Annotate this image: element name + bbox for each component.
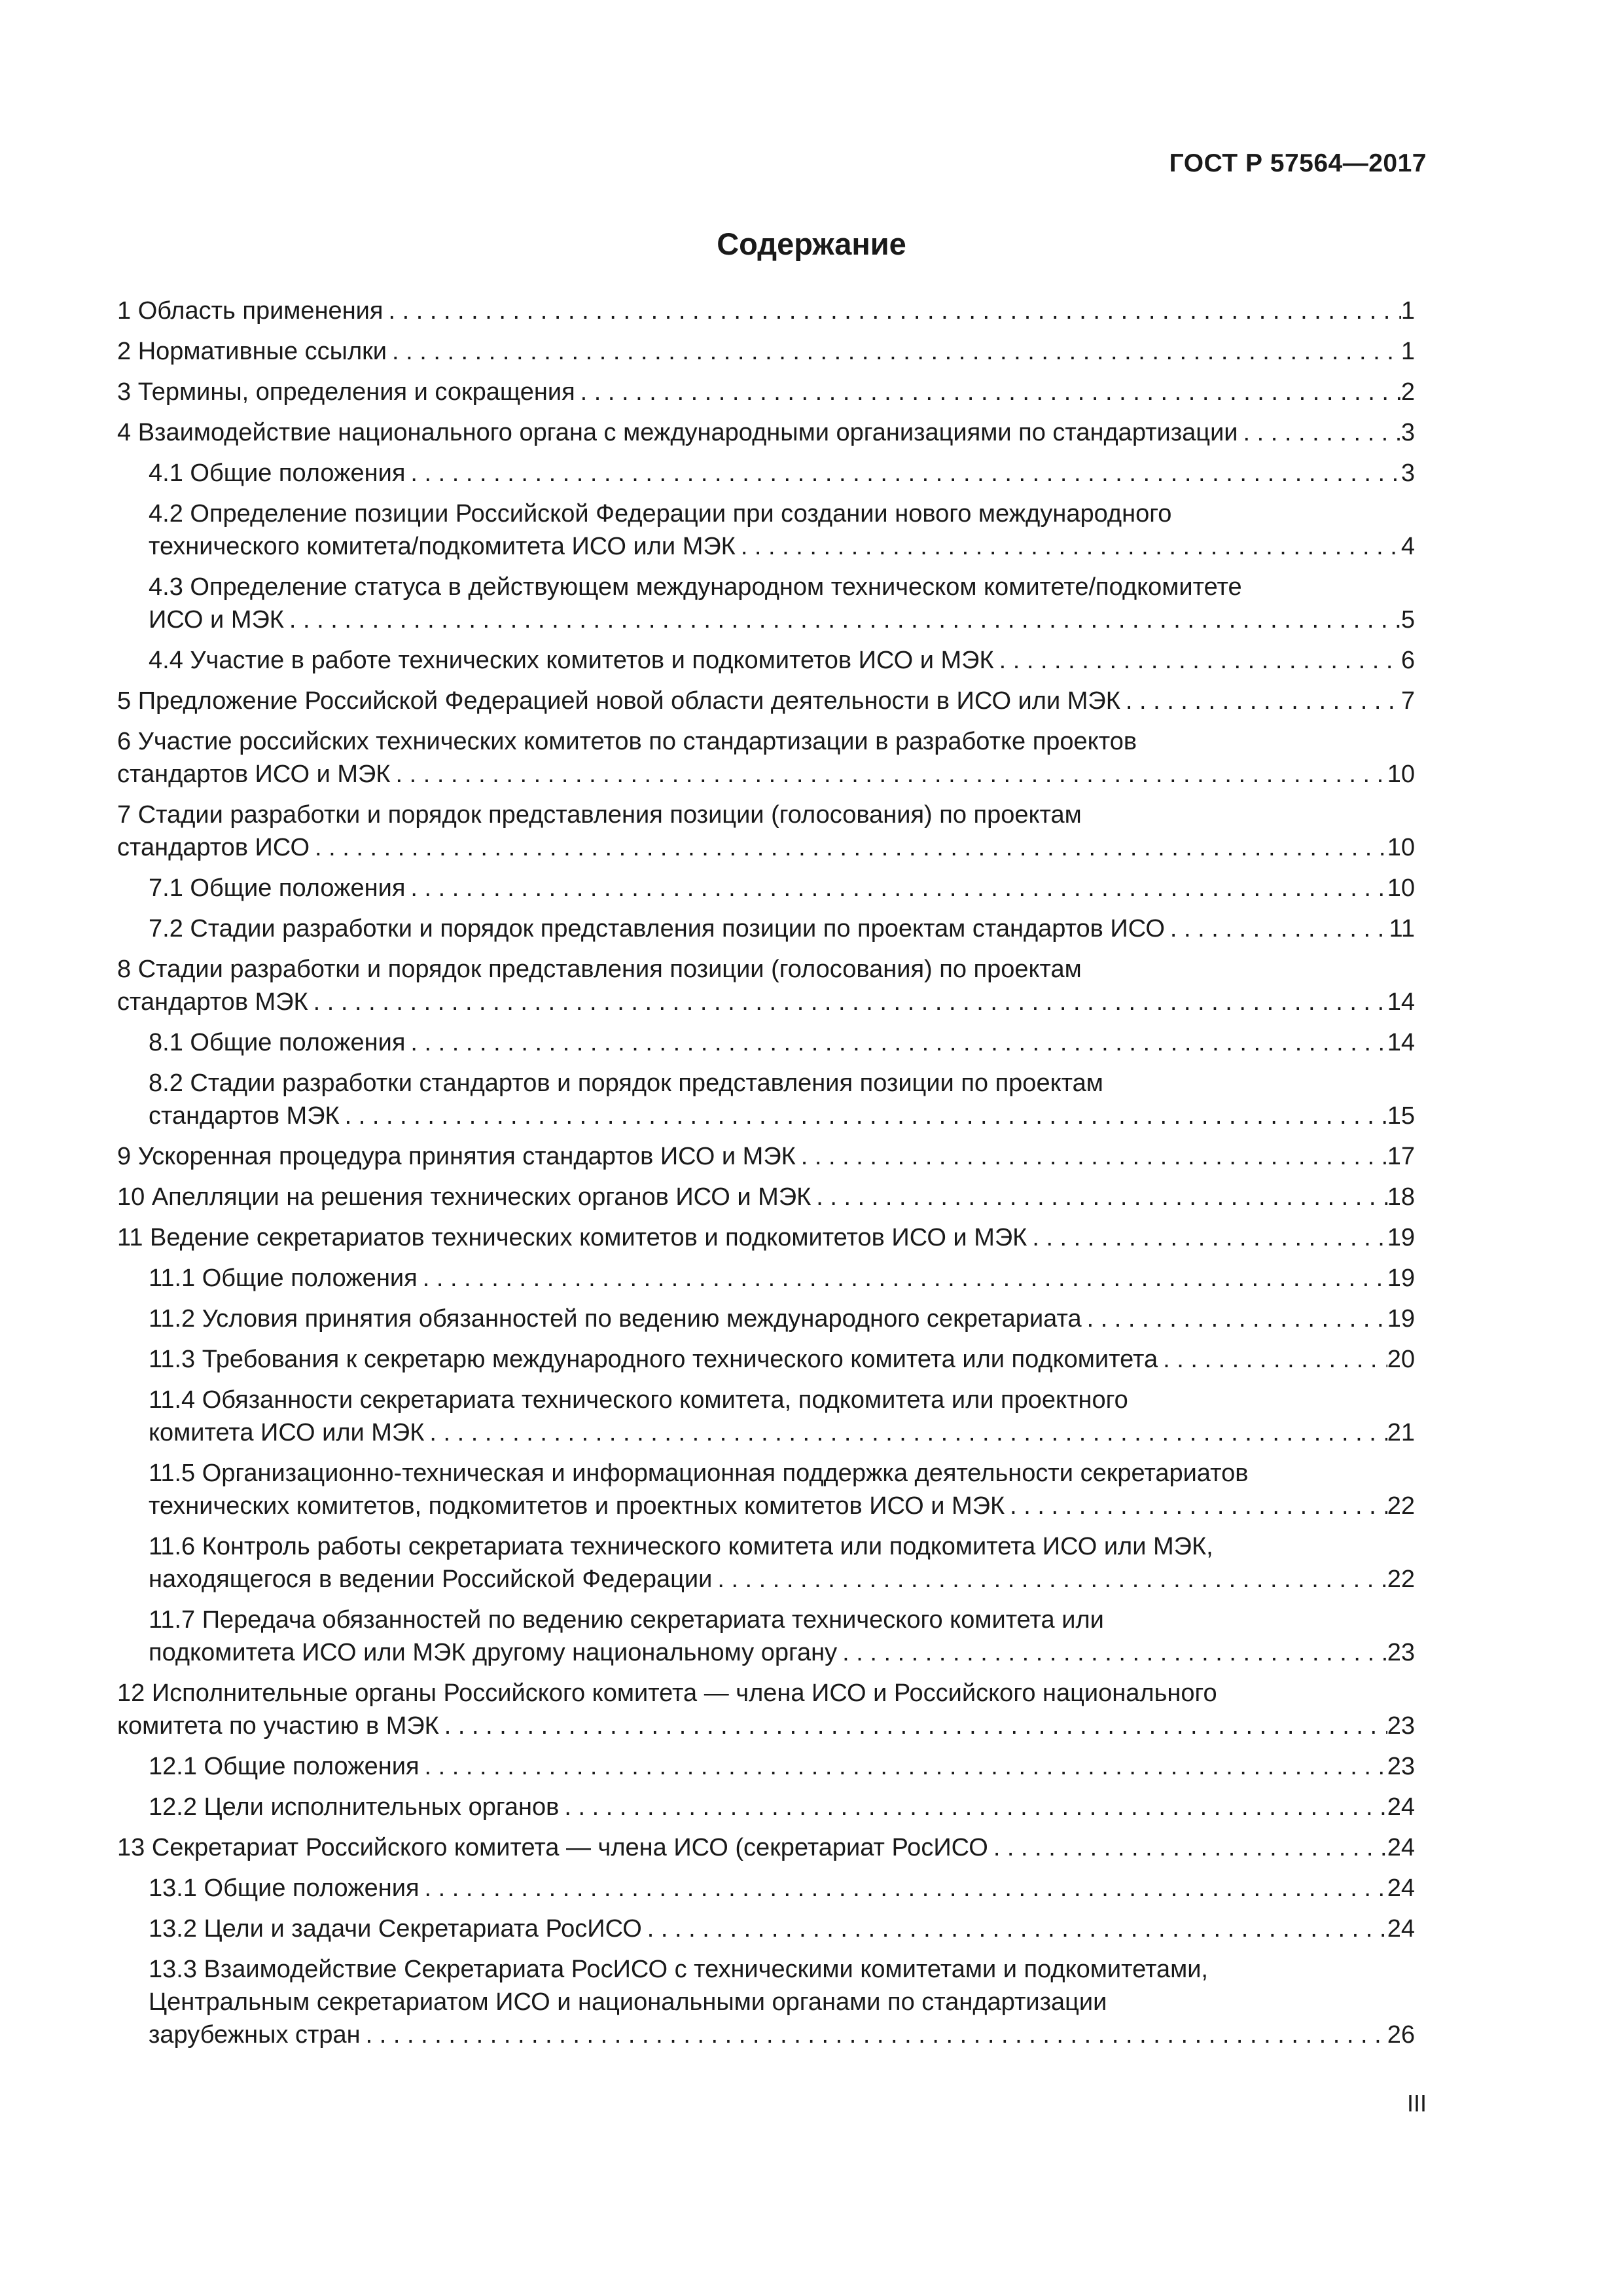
toc-page-number: 17 bbox=[1387, 1143, 1415, 1170]
toc-entry-line: 11.6 Контроль работы секретариата технического комитета или подкомитета ИСО или МЭК, bbox=[149, 1533, 1213, 1560]
toc-entry[interactable] bbox=[117, 1791, 1415, 1823]
dot-leader bbox=[387, 335, 1401, 368]
toc-entry-row bbox=[149, 1563, 1415, 1596]
toc-entry-title: подкомитета ИСО или МЭК другому национальному органу bbox=[149, 1639, 838, 1666]
toc-entry-line: 8.2 Стадии разработки стандартов и порядок представления позиции по проектам bbox=[149, 1069, 1103, 1097]
toc-entry-row bbox=[149, 912, 1415, 945]
toc-entry-title: 13 Секретариат Российского комитета — члена ИСО (секретариат РосИСО bbox=[117, 1834, 988, 1861]
toc-page-number: 10 bbox=[1387, 834, 1415, 861]
toc-entry[interactable] bbox=[117, 1912, 1415, 1945]
dot-leader bbox=[811, 1181, 1387, 1213]
toc-entry-title: 12.1 Общие положения bbox=[149, 1753, 419, 1780]
dot-leader bbox=[310, 831, 1387, 864]
toc-entry[interactable] bbox=[117, 1530, 1415, 1596]
toc-page-number: 3 bbox=[1400, 419, 1415, 446]
toc-entry[interactable] bbox=[117, 1872, 1415, 1905]
toc-entry-title: зарубежных стран bbox=[149, 2021, 361, 2049]
dot-leader bbox=[383, 295, 1400, 327]
dot-leader bbox=[1005, 1490, 1387, 1522]
toc-entry[interactable] bbox=[117, 685, 1415, 717]
toc-entry[interactable] bbox=[117, 1181, 1415, 1213]
toc-entry-line: 11.7 Передача обязанностей по ведению секретариата технического комитета или bbox=[149, 1606, 1104, 1634]
toc-entry-title: стандартов ИСО и МЭК bbox=[117, 761, 391, 788]
dot-leader bbox=[994, 644, 1401, 677]
dot-leader bbox=[418, 1262, 1387, 1295]
dot-leader bbox=[559, 1791, 1387, 1823]
toc-entry-row bbox=[117, 986, 1415, 1018]
toc-entry-line: 7 Стадии разработки и порядок представления позиции (голосования) по проектам bbox=[117, 801, 1082, 829]
toc-page-number: 21 bbox=[1387, 1419, 1415, 1446]
toc-entry[interactable] bbox=[117, 1302, 1415, 1335]
dot-leader bbox=[1027, 1221, 1387, 1254]
toc-entry-title: находящегося в ведении Российской Федерации bbox=[149, 1566, 713, 1593]
dot-leader bbox=[796, 1140, 1387, 1173]
toc-page-number: 19 bbox=[1387, 1265, 1415, 1292]
toc-entry[interactable] bbox=[117, 335, 1415, 368]
toc-entry-line: 6 Участие российских технических комитетов по стандартизации в разработке проектов bbox=[117, 728, 1137, 755]
toc-page-number: 24 bbox=[1387, 1874, 1415, 1902]
toc-page-number: 22 bbox=[1387, 1566, 1415, 1593]
toc-entry-title: 5 Предложение Российской Федерацией новой области деятельности в ИСО или МЭК bbox=[117, 687, 1120, 715]
toc-entry[interactable] bbox=[117, 416, 1415, 449]
toc-entry-title: 11 Ведение секретариатов технических комитетов и подкомитетов ИСО и МЭК bbox=[117, 1224, 1027, 1251]
toc-entry[interactable] bbox=[117, 1026, 1415, 1059]
toc-entry-row bbox=[149, 1636, 1415, 1669]
toc-entry-title: комитета ИСО или МЭК bbox=[149, 1419, 425, 1446]
toc-entry-row bbox=[149, 1262, 1415, 1295]
toc-page-number: 18 bbox=[1387, 1183, 1415, 1211]
toc-entry-line: 11.5 Организационно-техническая и информационная поддержка деятельности секретариатов bbox=[149, 1460, 1249, 1487]
dot-leader bbox=[405, 872, 1387, 905]
toc-entry-title: стандартов МЭК bbox=[117, 988, 308, 1016]
toc-entry[interactable] bbox=[117, 725, 1415, 791]
toc-entry-row bbox=[117, 1221, 1415, 1254]
toc-page-number: 24 bbox=[1387, 1793, 1415, 1821]
toc-entry-row bbox=[149, 603, 1415, 636]
toc-entry-row bbox=[117, 1831, 1415, 1864]
toc-entry[interactable] bbox=[117, 1343, 1415, 1376]
toc-page-number: 24 bbox=[1387, 1915, 1415, 1943]
toc-entry-title: технических комитетов, подкомитетов и проектных комитетов ИСО и МЭК bbox=[149, 1492, 1005, 1520]
toc-page-number: 3 bbox=[1400, 459, 1415, 487]
toc-entry-row bbox=[149, 1872, 1415, 1905]
dot-leader bbox=[1120, 685, 1401, 717]
toc-entry-title: 13.2 Цели и задачи Секретариата РосИСО bbox=[149, 1915, 642, 1943]
toc-entry[interactable] bbox=[117, 1604, 1415, 1669]
toc-entry[interactable] bbox=[117, 457, 1415, 490]
toc-entry-row bbox=[117, 295, 1415, 327]
toc-entry[interactable] bbox=[117, 1953, 1415, 2051]
toc-entry-title: комитета по участию в МЭК bbox=[117, 1712, 439, 1740]
toc-entry[interactable] bbox=[117, 1262, 1415, 1295]
toc-entry[interactable] bbox=[117, 295, 1415, 327]
toc-page-number: 20 bbox=[1387, 1346, 1415, 1373]
table-of-contents bbox=[117, 295, 1415, 2059]
toc-page-number: 6 bbox=[1400, 647, 1415, 674]
toc-entry-title: 8.1 Общие положения bbox=[149, 1029, 406, 1056]
toc-entry-title: 7.1 Общие положения bbox=[149, 874, 406, 902]
toc-page-number: 1 bbox=[1400, 297, 1415, 325]
document-code: ГОСТ Р 57564—2017 bbox=[1169, 149, 1427, 177]
toc-entry[interactable] bbox=[117, 1457, 1415, 1522]
toc-entry[interactable] bbox=[117, 1750, 1415, 1783]
toc-entry-row bbox=[117, 758, 1415, 791]
toc-entry-row bbox=[149, 644, 1415, 677]
toc-page-number: 24 bbox=[1387, 1834, 1415, 1861]
dot-leader bbox=[284, 603, 1401, 636]
toc-page-number: 23 bbox=[1387, 1712, 1415, 1740]
toc-entry-title: 13.1 Общие положения bbox=[149, 1874, 419, 1902]
toc-page-number: 26 bbox=[1387, 2021, 1415, 2049]
toc-entry-title: 3 Термины, определения и сокращения bbox=[117, 378, 575, 406]
toc-page-number: 2 bbox=[1400, 378, 1415, 406]
toc-page-number: 4 bbox=[1400, 533, 1415, 560]
toc-entry-line: 11.4 Обязанности секретариата технического комитета, подкомитета или проектного bbox=[149, 1386, 1128, 1414]
dot-leader bbox=[424, 1416, 1387, 1449]
toc-entry-row bbox=[149, 457, 1415, 490]
toc-entry[interactable] bbox=[117, 1677, 1415, 1742]
toc-entry[interactable] bbox=[117, 953, 1415, 1018]
toc-page-number: 19 bbox=[1387, 1224, 1415, 1251]
toc-entry-title: 7.2 Стадии разработки и порядок представления позиции по проектам стандартов ИСО bbox=[149, 915, 1165, 942]
dot-leader bbox=[712, 1563, 1387, 1596]
toc-entry-line: 4.3 Определение статуса в действующем международном техническом комитете/подкомитете bbox=[149, 573, 1242, 601]
dot-leader bbox=[340, 1100, 1387, 1132]
toc-entry[interactable] bbox=[117, 872, 1415, 905]
toc-entry-row bbox=[149, 1912, 1415, 1945]
toc-entry-line: 12 Исполнительные органы Российского комитета — члена ИСО и Российского национального bbox=[117, 1679, 1217, 1707]
toc-entry-row bbox=[117, 685, 1415, 717]
dot-leader bbox=[837, 1636, 1387, 1669]
toc-entry-row bbox=[149, 1416, 1415, 1449]
toc-entry-title: 10 Апелляции на решения технических органов ИСО и МЭК bbox=[117, 1183, 812, 1211]
toc-entry-title: стандартов ИСО bbox=[117, 834, 310, 861]
dot-leader bbox=[1082, 1302, 1387, 1335]
toc-entry-title: 9 Ускоренная процедура принятия стандартов ИСО и МЭК bbox=[117, 1143, 796, 1170]
toc-page-number: 15 bbox=[1387, 1102, 1415, 1130]
dot-leader bbox=[575, 376, 1401, 408]
dot-leader bbox=[1165, 912, 1389, 945]
toc-page-number: 10 bbox=[1387, 761, 1415, 788]
toc-entry-row bbox=[149, 2018, 1415, 2051]
toc-entry[interactable] bbox=[117, 1140, 1415, 1173]
dot-leader bbox=[988, 1831, 1387, 1864]
toc-entry-line: Центральным секретариатом ИСО и национальными органами по стандартизации bbox=[149, 1988, 1107, 2016]
toc-entry[interactable] bbox=[117, 1831, 1415, 1864]
toc-entry-row bbox=[149, 1343, 1415, 1376]
toc-entry-row bbox=[149, 1100, 1415, 1132]
dot-leader bbox=[405, 457, 1400, 490]
toc-entry[interactable] bbox=[117, 912, 1415, 945]
toc-entry-row bbox=[117, 1181, 1415, 1213]
toc-page-number: 14 bbox=[1387, 988, 1415, 1016]
dot-leader bbox=[736, 530, 1401, 563]
toc-entry-row bbox=[149, 1490, 1415, 1522]
dot-leader bbox=[439, 1710, 1387, 1742]
dot-leader bbox=[390, 758, 1387, 791]
dot-leader bbox=[308, 986, 1387, 1018]
toc-page-number: 5 bbox=[1400, 606, 1415, 634]
toc-entry-line: 13.3 Взаимодействие Секретариата РосИСО с техническими комитетами и подкомитетами, bbox=[149, 1956, 1208, 1983]
toc-page-number: 7 bbox=[1400, 687, 1415, 715]
toc-page-number: 11 bbox=[1389, 915, 1415, 942]
toc-entry[interactable] bbox=[117, 644, 1415, 677]
toc-entry[interactable] bbox=[117, 798, 1415, 864]
toc-entry-row bbox=[117, 416, 1415, 449]
dot-leader bbox=[1238, 416, 1401, 449]
toc-entry-title: 12.2 Цели исполнительных органов bbox=[149, 1793, 560, 1821]
toc-page-number: 22 bbox=[1387, 1492, 1415, 1520]
toc-entry-row bbox=[149, 1302, 1415, 1335]
toc-entry-row bbox=[149, 1791, 1415, 1823]
toc-entry-title: ИСО и МЭК bbox=[149, 606, 284, 634]
toc-entry[interactable] bbox=[117, 1221, 1415, 1254]
toc-entry-row bbox=[149, 872, 1415, 905]
toc-title: Содержание bbox=[717, 226, 906, 261]
toc-entry[interactable] bbox=[117, 1067, 1415, 1132]
toc-entry-row bbox=[117, 1140, 1415, 1173]
toc-entry-row bbox=[149, 1750, 1415, 1783]
toc-page-number: 23 bbox=[1387, 1753, 1415, 1780]
toc-entry-title: 4 Взаимодействие национального органа с международными организациями по стандартизации bbox=[117, 419, 1238, 446]
toc-entry-row bbox=[117, 831, 1415, 864]
toc-entry-title: стандартов МЭК bbox=[149, 1102, 340, 1130]
toc-entry-title: 1 Область применения bbox=[117, 297, 383, 325]
toc-entry-row bbox=[117, 376, 1415, 408]
toc-entry-title: 11.2 Условия принятия обязанностей по ведению международного секретариата bbox=[149, 1305, 1082, 1333]
toc-entry-title: технического комитета/подкомитета ИСО или МЭК bbox=[149, 533, 736, 560]
toc-entry-title: 4.1 Общие положения bbox=[149, 459, 406, 487]
dot-leader bbox=[361, 2018, 1387, 2051]
toc-entry-line: 4.2 Определение позиции Российской Федерации при создании нового международного bbox=[149, 500, 1172, 528]
toc-entry-title: 11.3 Требования к секретарю международного технического комитета или подкомитета bbox=[149, 1346, 1158, 1373]
page-folio: III bbox=[1406, 2090, 1427, 2117]
toc-page-number: 14 bbox=[1387, 1029, 1415, 1056]
toc-entry-title: 4.4 Участие в работе технических комитетов и подкомитетов ИСО и МЭК bbox=[149, 647, 994, 674]
toc-entry[interactable] bbox=[117, 497, 1415, 563]
toc-page-number: 19 bbox=[1387, 1305, 1415, 1333]
toc-entry-row bbox=[117, 335, 1415, 368]
toc-entry-title: 11.1 Общие положения bbox=[149, 1265, 418, 1292]
toc-entry[interactable] bbox=[117, 376, 1415, 408]
dot-leader bbox=[405, 1026, 1387, 1059]
dot-leader bbox=[419, 1872, 1387, 1905]
toc-entry-row bbox=[117, 1710, 1415, 1742]
toc-page-number: 10 bbox=[1387, 874, 1415, 902]
toc-entry-row bbox=[149, 530, 1415, 563]
dot-leader bbox=[642, 1912, 1387, 1945]
toc-entry-line: 8 Стадии разработки и порядок представления позиции (голосования) по проектам bbox=[117, 956, 1082, 983]
toc-entry[interactable] bbox=[117, 1384, 1415, 1449]
toc-page-number: 1 bbox=[1400, 338, 1415, 365]
dot-leader bbox=[1158, 1343, 1387, 1376]
toc-page-number: 23 bbox=[1387, 1639, 1415, 1666]
toc-entry-title: 2 Нормативные ссылки bbox=[117, 338, 387, 365]
dot-leader bbox=[419, 1750, 1387, 1783]
toc-entry-row bbox=[149, 1026, 1415, 1059]
toc-entry[interactable] bbox=[117, 571, 1415, 636]
